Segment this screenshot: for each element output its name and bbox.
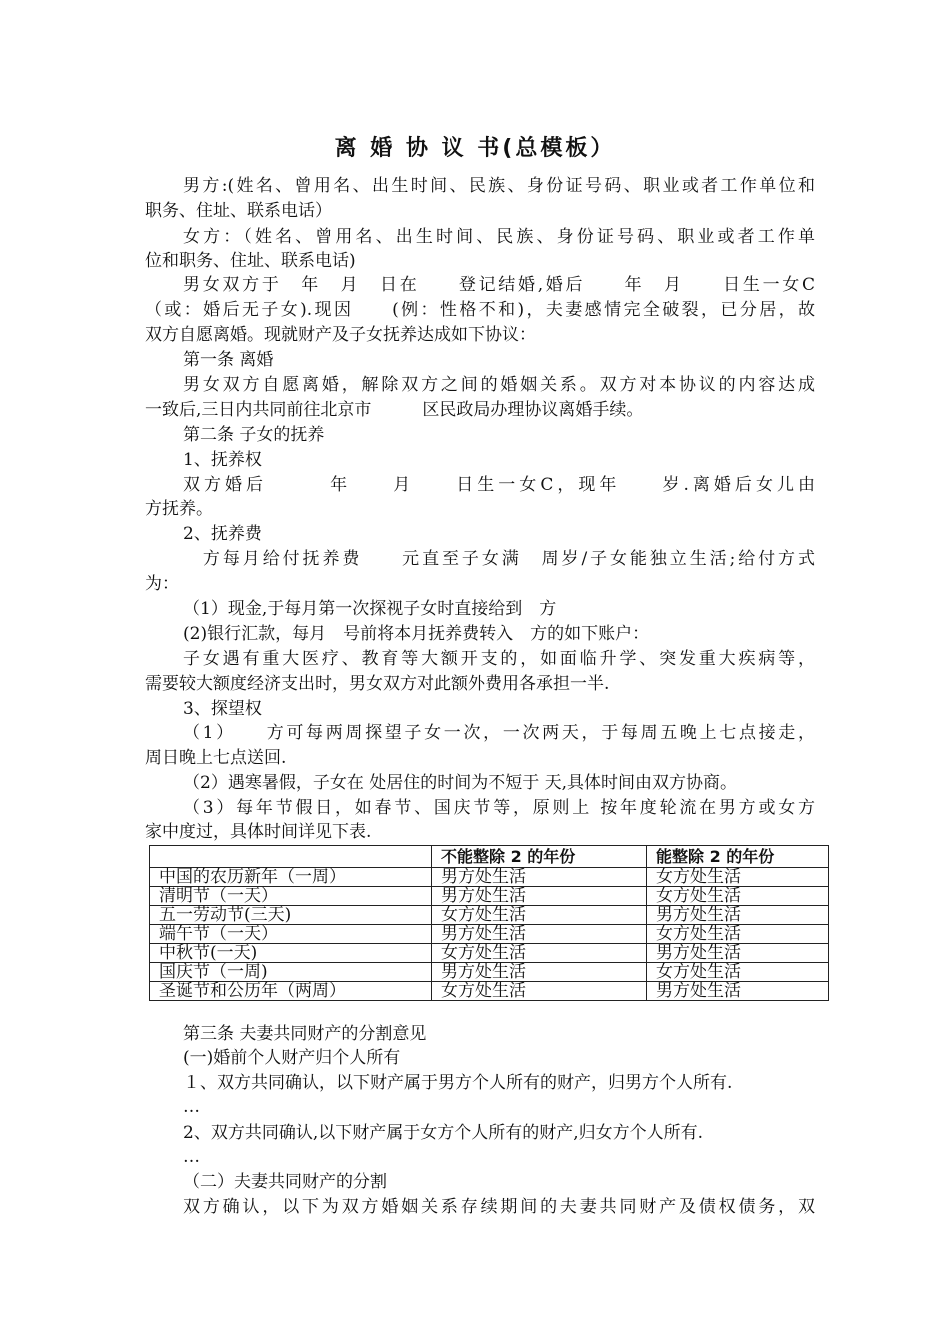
document-title: 离 婚 协 议 书(总模板） [334, 136, 616, 161]
paragraph-line: （2）遇寒暑假，子女在 处居住的时间为不短于 天,具体时间由双方协商。 [183, 773, 738, 793]
paragraph-line: 双方确认，以下为双方婚姻关系存续期间的夫妻共同财产及债权债务，双 [183, 1197, 815, 1217]
table-cell: 男方处生活 [432, 887, 647, 906]
table-cell: 国庆节（一周) [150, 963, 432, 982]
table-row [150, 925, 829, 944]
table-header-cell: 不能整除 2 的年份 [432, 846, 647, 868]
table-row [150, 868, 829, 887]
table-header-cell: 能整除 2 的年份 [647, 846, 829, 868]
paragraph-line: (2)银行汇款，每月 号前将本月抚养费转入 方的如下账户： [183, 624, 650, 644]
table-cell: 男方处生活 [647, 982, 829, 1001]
section-heading: 2、抚养费 [183, 524, 262, 544]
table-cell: 女方处生活 [432, 944, 647, 963]
ellipsis-line: … [183, 1097, 200, 1117]
table-cell: 清明节（一天） [150, 887, 432, 906]
section-heading: （二）夫妻共同财产的分割 [183, 1172, 387, 1192]
holiday-schedule-table [149, 845, 829, 1001]
table-row [150, 944, 829, 963]
article-heading: 第一条 离婚 [183, 350, 274, 370]
table-cell: 男方处生活 [432, 925, 647, 944]
table-header-cell [150, 846, 432, 868]
paragraph-line: 家中度过，具体时间详见下表. [145, 822, 372, 842]
section-heading: 1、抚养权 [183, 450, 262, 470]
table-cell: 圣诞节和公历年（两周） [150, 982, 432, 1001]
paragraph-line: 方每月给付抚养费 元直至子女满 周岁/子女能独立生活;给付方式 [183, 549, 815, 569]
paragraph-line: 子女遇有重大医疗、教育等大额开支的，如面临升学、突发重大疾病等， [183, 649, 815, 669]
table-cell: 女方处生活 [647, 963, 829, 982]
table-header-row [150, 846, 829, 868]
table-cell: 女方处生活 [647, 868, 829, 887]
paragraph-line: 2、双方共同确认,以下财产属于女方个人所有的财产,归女方个人所有. [183, 1123, 704, 1143]
paragraph-line: 需要较大额度经济支出时，男女双方对此额外费用各承担一半. [145, 674, 610, 694]
table-cell: 男方处生活 [647, 906, 829, 925]
article-heading: 第二条 子女的抚养 [183, 425, 325, 445]
paragraph-line: （3）每年节假日，如春节、国庆节等，原则上 按年度轮流在男方或女方 [183, 798, 815, 818]
section-heading: 3、探望权 [183, 699, 262, 719]
table-row [150, 887, 829, 906]
table-cell: 五一劳动节(三天) [150, 906, 432, 925]
table-row [150, 982, 829, 1001]
table-cell: 端午节（一天） [150, 925, 432, 944]
paragraph-line: １、双方共同确认，以下财产属于男方个人所有的财产，归男方个人所有. [183, 1073, 733, 1093]
paragraph-line: （1）现金,于每月第一次探视子女时直接给到 方 [183, 599, 557, 619]
paragraph-line: 为： [145, 574, 179, 594]
paragraph-line: 男女双方于 年 月 日在 登记结婚,婚后 年 月 日生一女C [183, 275, 815, 295]
paragraph-line: 女方：（姓名、曾用名、出生时间、民族、身份证号码、职业或者工作单 [183, 227, 815, 247]
table-cell: 男方处生活 [647, 944, 829, 963]
table-cell: 女方处生活 [647, 925, 829, 944]
table-cell: 女方处生活 [432, 906, 647, 925]
table-cell: 中国的农历新年（一周） [150, 868, 432, 887]
ellipsis-line: … [183, 1147, 200, 1167]
table-cell: 女方处生活 [432, 982, 647, 1001]
table-cell: 女方处生活 [647, 887, 829, 906]
table-cell: 男方处生活 [432, 868, 647, 887]
paragraph-line: 男方:(姓名、曾用名、出生时间、民族、身份证号码、职业或者工作单位和 [183, 176, 815, 196]
section-heading: (一)婚前个人财产归个人所有 [183, 1048, 401, 1068]
table-row [150, 963, 829, 982]
paragraph-line: （或：婚后无子女).现因 (例：性格不和)，夫妻感情完全破裂，已分居，故 [145, 300, 815, 320]
paragraph-line: （1） 方可每两周探望子女一次，一次两天，于每周五晚上七点接走， [183, 723, 815, 743]
table-cell: 中秋节(一天) [150, 944, 432, 963]
table-row [150, 906, 829, 925]
paragraph-line: 周日晚上七点送回. [145, 748, 287, 768]
paragraph-line: 男女双方自愿离婚，解除双方之间的婚姻关系。双方对本协议的内容达成 [183, 375, 815, 395]
paragraph-line: 双方自愿离婚。现就财产及子女抚养达成如下协议： [145, 325, 536, 345]
paragraph-line: 位和职务、住址、联系电话) [145, 251, 356, 271]
paragraph-line: 职务、住址、联系电话） [145, 201, 332, 221]
table-cell: 男方处生活 [432, 963, 647, 982]
paragraph-line: 一致后,三日内共同前往北京市 区民政局办理协议离婚手续。 [145, 400, 644, 420]
paragraph-line: 双方婚后 年 月 日生一女C，现年 岁.离婚后女儿由 [183, 475, 815, 495]
article-heading: 第三条 夫妻共同财产的分割意见 [183, 1024, 427, 1044]
paragraph-line: 方抚养。 [145, 499, 213, 519]
